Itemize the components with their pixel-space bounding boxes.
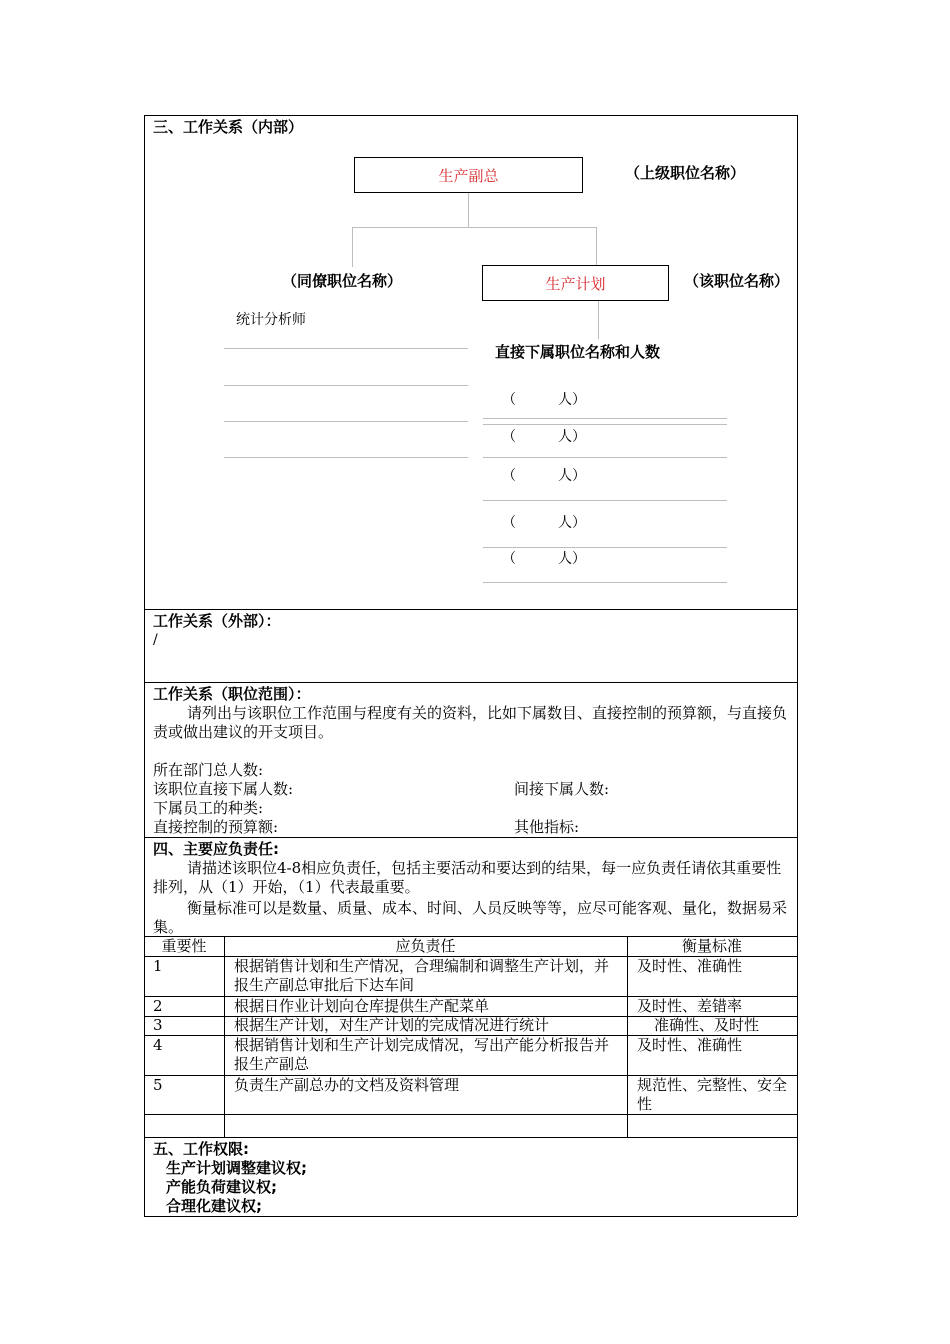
- budget-label: 直接控制的预算额:: [153, 818, 279, 836]
- table-row-duty: 根据销售计划和生产计划完成情况，写出产能分析报告并报生产副总: [234, 1036, 610, 1073]
- indirect-subordinates-label: 间接下属人数:: [514, 780, 610, 798]
- current-position-name: 生产计划: [545, 274, 606, 293]
- section5-title: 五、工作权限:: [153, 1140, 249, 1158]
- table-row-rank: 2: [153, 997, 163, 1015]
- subordinate-open: （: [502, 392, 516, 408]
- subordinate-close: 人）: [558, 551, 586, 567]
- section4-para2: 衡量标准可以是数量、质量、成本、时间、人员反映等等，应尽可能客观、量化，数据易采集。: [153, 899, 788, 936]
- current-position-label: （该职位名称）: [684, 272, 790, 290]
- authority-item: 合理化建议权;: [166, 1197, 262, 1215]
- subordinate-open: （: [502, 468, 516, 484]
- current-position-box: [482, 265, 669, 301]
- header-rank: 重要性: [161, 937, 207, 955]
- subordinate-open: （: [502, 551, 516, 567]
- authority-item: 产能负荷建议权;: [166, 1178, 277, 1196]
- header-duty: 应负责任: [395, 937, 456, 955]
- subordinate-open: （: [502, 515, 516, 531]
- table-row-duty: 根据销售计划和生产情况，合理编制和调整生产计划，并报生产副总审批后下达车间: [234, 957, 610, 994]
- direct-subordinates-label: 该职位直接下属人数:: [153, 780, 294, 798]
- subordinate-close: 人）: [558, 392, 586, 408]
- table-row-rank: 4: [153, 1036, 163, 1054]
- table-row-standard: 规范性、完整性、安全性: [637, 1076, 788, 1113]
- section4-title: 四、主要应负责任:: [153, 840, 279, 858]
- table-row-duty: 负责生产副总办的文档及资料管理: [234, 1076, 460, 1094]
- peer-item: 统计分析师: [236, 312, 306, 328]
- external-value: /: [153, 632, 158, 648]
- superior-position-box: [354, 157, 583, 193]
- superior-position-name: 生产副总: [438, 166, 499, 185]
- subordinate-close: 人）: [558, 468, 586, 484]
- subordinate-open: （: [502, 429, 516, 445]
- peer-label: （同僚职位名称）: [282, 272, 403, 290]
- scope-title: 工作关系（职位范围）：: [153, 685, 311, 703]
- table-row-duty: 根据日作业计划向仓库提供生产配菜单: [234, 997, 490, 1015]
- table-row-standard: 及时性、准确性: [637, 957, 743, 975]
- subordinate-title: 直接下属职位名称和人数: [495, 343, 661, 361]
- table-row-rank: 3: [153, 1016, 163, 1034]
- section3-title: 三、工作关系（内部）: [153, 118, 304, 136]
- table-row-standard: 及时性、准确性: [637, 1036, 743, 1054]
- table-row-standard: 准确性、及时性: [654, 1016, 760, 1034]
- table-row-duty: 根据生产计划，对生产计划的完成情况进行统计: [234, 1016, 550, 1034]
- superior-label: （上级职位名称）: [625, 164, 746, 182]
- authority-item: 生产计划调整建议权;: [166, 1159, 307, 1177]
- table-row-rank: 1: [153, 957, 163, 975]
- subordinate-close: 人）: [558, 515, 586, 531]
- subordinate-close: 人）: [558, 429, 586, 445]
- table-row-rank: 5: [153, 1076, 163, 1094]
- dept-total-label: 所在部门总人数:: [153, 761, 264, 779]
- section4-para1: 请描述该职位4-8相应负责任，包括主要活动和要达到的结果，每一应负责任请依其重要性排列，从（1）开始，（1）代表最重要。: [153, 859, 782, 896]
- other-indicators-label: 其他指标:: [514, 818, 580, 836]
- scope-description: 请列出与该职位工作范围与程度有关的资料，比如下属数目、直接控制的预算额，与直接负责或做出建议的开支项目。: [153, 704, 788, 741]
- table-row-standard: 及时性、差错率: [637, 997, 743, 1015]
- external-title: 工作关系（外部）：: [153, 612, 281, 630]
- subordinate-types-label: 下属员工的种类:: [153, 799, 264, 817]
- header-standard: 衡量标准: [681, 937, 742, 955]
